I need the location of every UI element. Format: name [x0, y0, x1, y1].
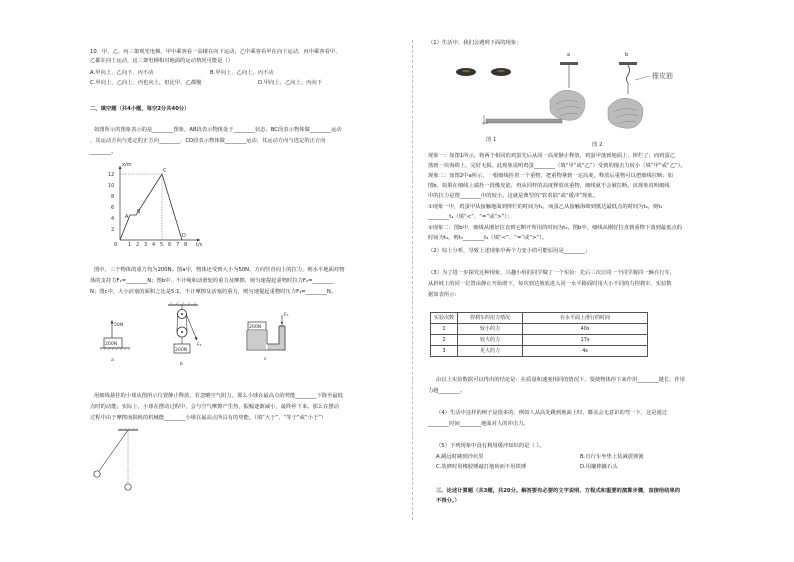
position-time-graph — [100, 162, 210, 252]
section-2-heading: 二、填空题（共4小题，每空2分共40分） — [90, 106, 190, 112]
y-tick-12: 12 — [108, 172, 115, 178]
origin-label: 0 — [114, 242, 118, 248]
sub-question-2-line2: 时间为t₄，则t₃________t₄（填“<”、“=”或“>”）。 — [428, 235, 548, 241]
conclusion-line1: 由以上实验数据可以得出的结论是：在质量和速度相同的情况下，要使物体停下来作用________越长，作用 — [436, 377, 685, 383]
question-5-text: （5）下列现象中没有利用缓冲知识的是（ ）。 — [436, 443, 545, 449]
rubber-band-label: 橡皮筋 — [652, 72, 673, 80]
table-cell: 较大的力 — [458, 335, 523, 346]
q11-line3: ________。 — [90, 149, 117, 155]
experiment-table — [430, 312, 648, 357]
q12-line2: 体的支持力F₁=________N；图b中，不计绳和动滑轮的重力及摩擦，则匀速提起重物时拉力F₂=________ — [90, 278, 334, 284]
q5-option-a: A.跳远时跳到沙坑里 — [436, 454, 484, 460]
table-cell: 2 — [431, 335, 458, 346]
table-header: 在水平面上滑行的时间 — [523, 313, 648, 324]
figure-2-a-label: a — [567, 52, 571, 58]
y-tick-2: 2 — [111, 227, 115, 233]
fig-c-label: c — [264, 357, 267, 362]
figure-2-label: 图 2 — [592, 142, 603, 148]
q13-line2: 点时的动能；实际上，小球在摆动过程中，会与空气摩擦产生热，振幅逐渐减小，最终停下来。那么在摆动 — [90, 404, 339, 410]
x-tick-5: 5 — [160, 242, 164, 248]
fig-a-weight-label: 200N — [105, 342, 118, 347]
x-tick-7: 7 — [176, 242, 180, 248]
phenomenon-1-line1: 现象一：如图1所示，将两个相同的鸡蛋先后从同一高度静止释放，鸡蛋甲落到地面上，摔烂了；而鸡蛋乙 — [428, 153, 676, 159]
sub-question-2-line1: ②现象二：图b中，细线从刚好拉直到它断开所用的时间为t₃，图b中，细线从刚好拉直到重物下落到最低点的 — [428, 225, 683, 231]
table-header: 实验次数 — [431, 313, 458, 324]
point-c-label: C — [163, 168, 167, 174]
pulley-figure-b — [168, 302, 213, 372]
sub-question-1-line2: ________t₂（填“<”、“=”或“>”）； — [428, 214, 513, 220]
q11-line1: 如图所示的图象表示的是________图象，AB段表示物体处于________状态，BC段表示物体做________运动 — [94, 127, 342, 133]
x-tick-4: 4 — [152, 242, 156, 248]
q10-option-a: A.甲向上、乙向下、丙不动 — [90, 70, 154, 76]
column-divider — [412, 40, 413, 520]
x-tick-8: 8 — [184, 242, 188, 248]
hydraulic-figure-c — [244, 310, 294, 365]
question-3-line2: 从斜坡上的同一位置由静止开始滑下，每次到达坡底进入同一水平路面时用大小不同的力捏刹车，实验数 — [428, 281, 672, 287]
section-3-heading: 三、论述计算题（共3题，共20分。解答要有必要的文字说明、方程式和重要的演算步骤，直接给结果的 — [436, 488, 681, 494]
table-cell: 更大的力 — [458, 346, 523, 357]
q10-option-c: C.甲向上、乙向上、丙也向上，但比甲、乙都慢 — [90, 80, 202, 86]
y-tick-4: 4 — [111, 216, 115, 222]
y-tick-8: 8 — [111, 194, 115, 200]
table-cell: 较小的力 — [458, 324, 523, 335]
x-tick-2: 2 — [136, 242, 140, 248]
fig-b-weight-label: 200N — [175, 348, 188, 353]
table-header-row — [431, 313, 648, 324]
fig-c-force-label: F₃ — [284, 313, 289, 318]
section-3-heading-cont: 不得分。） — [436, 498, 460, 504]
phenomenon-1-line2: 落到一块海绵上，完好无损。此现象说明鸡蛋________（填“甲”或“乙”）受到的撞击力较小（填“甲”或“乙”）。 — [428, 163, 686, 169]
figure-1-label: 图 1 — [486, 137, 497, 143]
table-cell: 1 — [431, 324, 458, 335]
question-4-line2: ________时间________地面对人的冲击力。 — [428, 421, 529, 427]
q5-option-b: B.自行车坐垫上装减震弹簧 — [580, 454, 644, 460]
phenomenon-2-line1: 现象二：如图2中a所示，一根细线拴着一个重物，把重物拿到一定高度，释放后重物可以把细线拉断；如 — [428, 173, 673, 179]
q10-option-d: D.甲向上、乙向上、丙向下 — [258, 80, 323, 86]
y-tick-6: 6 — [111, 205, 115, 211]
phenomenon-2-line2: 图b，如果在细线上端拴一段橡皮筋，再从同样的高度释放该重物，细线就不会被拉断。该现象说明细线 — [428, 183, 670, 189]
question-2-text: （2）综上分析，导致上述现象中两个力变小的可能原因是________； — [428, 248, 591, 254]
table-cell: 17s — [523, 335, 648, 346]
table-row — [431, 346, 648, 357]
q10-option-b: B.甲向上、乙向上、丙不动 — [210, 70, 274, 76]
phenomenon-2-line3: 中的拉力是图________中的较小。这就是典型的“软着陆”或“缓冲”现象。 — [428, 193, 598, 199]
force-figure-a — [100, 316, 140, 366]
conclusion-line2: 力越________。 — [428, 388, 466, 394]
table-header: 捏刹车的用力情况 — [458, 313, 523, 324]
point-d-label: D — [182, 233, 186, 239]
q10-line1: 10．甲、乙、丙三架观光电梯，甲中乘客看一高楼在向下运动，乙中乘客看甲在向下运动，丙中乘客看甲、 — [90, 49, 341, 55]
table-row — [431, 324, 648, 335]
q12-line3: N；图c中，大小活塞的面积之比是5:1，不计摩擦及活塞的重力，则匀速提起重物时压力F₃=________N。 — [90, 289, 337, 295]
y-tick-10: 10 — [108, 183, 115, 189]
fig-a-label: a — [111, 358, 114, 363]
figure-2-b-label: b — [625, 52, 629, 58]
pendulum-figure — [90, 428, 160, 498]
point-b-label: B — [137, 209, 141, 215]
fig-b-force-label: F₂ — [197, 343, 202, 348]
table-cell: 3 — [431, 346, 458, 357]
sub-question-1-line1: ①现象一中，鸡蛋甲从接触地面到摔烂的时间为t₁，而蛋乙从接触海绵到抵达最低点的时间为t₂，则t₁ — [428, 204, 663, 210]
x-axis-label: t/s — [196, 242, 203, 248]
fig-b-label: b — [180, 362, 183, 367]
table-cell: 40s — [523, 324, 648, 335]
question-4-line1: （4）生活中这样的例子是很多的，例如人从高处跳到地面上时，膝盖会无意识的弯一下，这是通过 — [436, 410, 668, 416]
q5-option-d: D.用撬棒撬石头 — [580, 464, 618, 470]
y-axis-label: x/m — [122, 162, 132, 168]
q11-line2: ，其运动方向与选定的正方向________，CD段表示物体做________运动，其运动方向与选定的正方向 — [90, 138, 326, 144]
q5-option-c: C.装修时用橡胶锤敲打地砖而不用铁锤 — [436, 464, 527, 470]
x-tick-1: 1 — [128, 242, 132, 248]
point-a-label: A — [125, 214, 129, 220]
fig-a-force-label: 50N — [114, 323, 124, 328]
q12-line1: 图中，三个物体的重力均为200N。图a中，物体还受到大小为50N、方向竖直向上的拉力，则水平地面对物 — [94, 267, 345, 273]
x-tick-6: 6 — [168, 242, 172, 248]
table-cell: 4s — [523, 346, 648, 357]
question-3-line3: 据如表所示： — [428, 292, 460, 298]
x-tick-3: 3 — [144, 242, 148, 248]
table-row — [431, 335, 648, 346]
rubber-band-figure-2 — [540, 48, 710, 148]
q10-line2: 乙都在向上运动，这三架电梯相对地面的运动情况可能是（） — [90, 58, 234, 64]
q13-line3: 过程中由于摩擦而损耗的机械能________小球在最高点所具有的势能。（填“大于”、“等于”或“小于”） — [90, 415, 327, 421]
fig-c-weight-label: 200N — [249, 325, 262, 330]
question-3-line1: （3）为了进一步探究这种现象，兴趣小组的同学做了一个实验：先后三次让同一个同学骑同一辆自行车， — [428, 270, 676, 276]
q13-line1: 用细线悬挂的小球从图所示位置静止释放，若忽略空气阻力，那么小球在最高点的势能________下降至最低 — [94, 393, 343, 399]
q14-intro: （1）生活中，我们会遇到下面的现象： — [428, 40, 522, 46]
